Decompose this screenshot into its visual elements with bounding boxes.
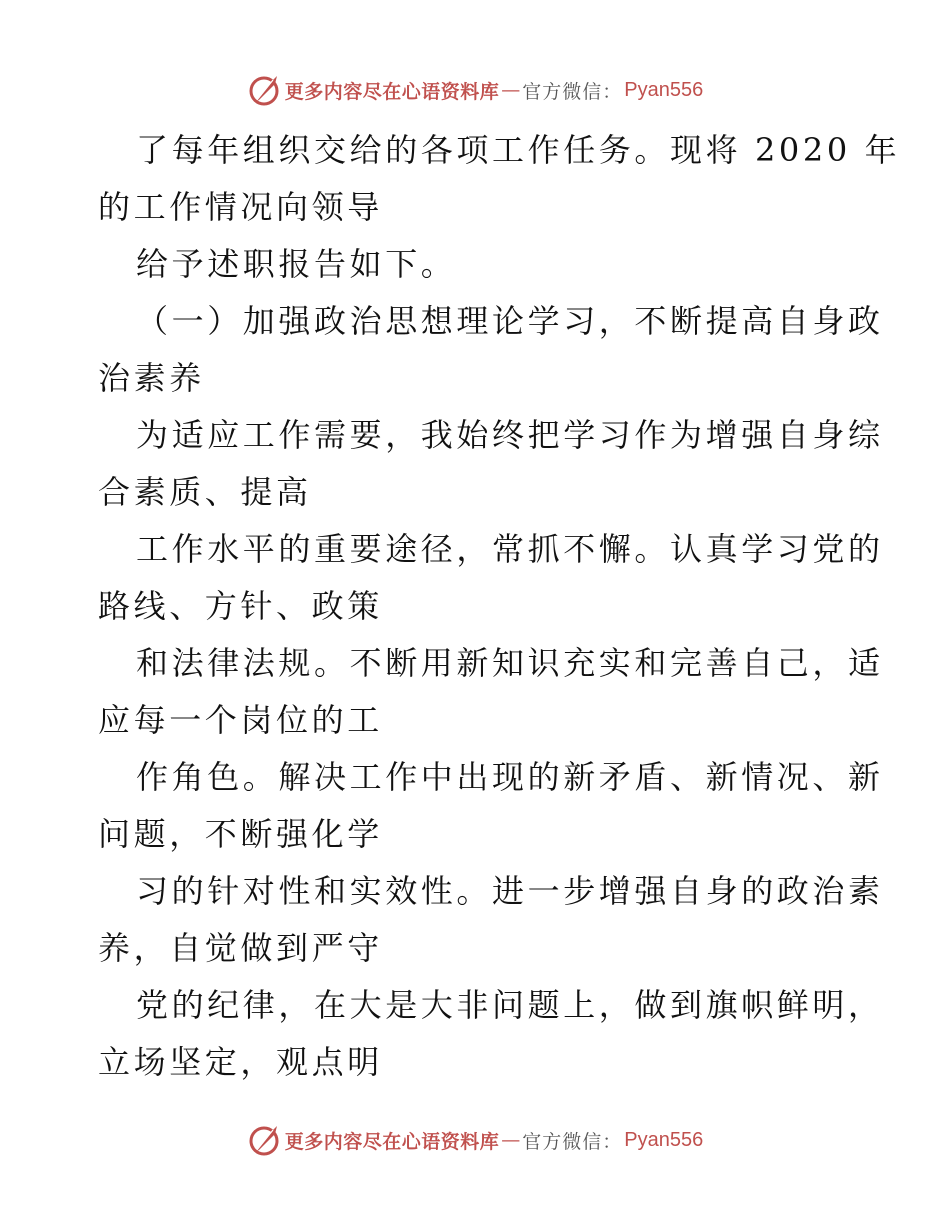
paragraph-line-3: 给予述职报告如下。	[136, 245, 457, 283]
paragraph-line-1: 了每年组织交给的各项工作任务。现将 2020 年	[136, 131, 901, 169]
footer-account-id: Pyan556	[624, 1128, 704, 1151]
footer-channel-text: 官方微信：	[522, 1130, 623, 1153]
paragraph-line-16: 党的纪律，在大是大非问题上，做到旗帜鲜明，	[136, 986, 884, 1024]
paragraph-line-15: 养，自觉做到严守	[98, 929, 383, 967]
header-channel-text: 官方微信：	[522, 80, 623, 103]
paragraph-line-12: 作角色。解决工作中出现的新矛盾、新情况、新	[136, 758, 884, 796]
footer-watermark-banner	[0, 1120, 950, 1160]
paragraph-line-17: 立场坚定，观点明	[98, 1043, 383, 1081]
header-dash: —	[501, 79, 521, 101]
header-account-id: Pyan556	[624, 78, 704, 101]
header-watermark-banner	[0, 70, 950, 110]
paragraph-line-9: 路线、方针、政策	[98, 587, 383, 625]
section-heading-line-2: 治素养	[98, 359, 205, 397]
document-body	[98, 122, 901, 1091]
footer-dash: —	[501, 1129, 521, 1151]
header-brand-text: 更多内容尽在心语资料库	[284, 80, 500, 103]
paragraph-line-2: 的工作情况向领导	[98, 188, 383, 226]
footer-brand-text: 更多内容尽在心语资料库	[284, 1130, 500, 1153]
quill-logo-icon	[247, 72, 283, 108]
paragraph-line-7: 合素质、提高	[98, 473, 312, 511]
paragraph-line-11: 应每一个岗位的工	[98, 701, 383, 739]
paragraph-line-8: 工作水平的重要途径，常抓不懈。认真学习党的	[136, 530, 884, 568]
paragraph-line-14: 习的针对性和实效性。进一步增强自身的政治素	[136, 872, 884, 910]
paragraph-line-6: 为适应工作需要，我始终把学习作为增强自身综	[136, 416, 884, 454]
section-heading-line-1: （一）加强政治思想理论学习，不断提高自身政	[136, 302, 884, 340]
paragraph-line-10: 和法律法规。不断用新知识充实和完善自己，适	[136, 644, 884, 682]
quill-logo-icon	[247, 1122, 283, 1158]
paragraph-line-13: 问题，不断强化学	[98, 815, 383, 853]
